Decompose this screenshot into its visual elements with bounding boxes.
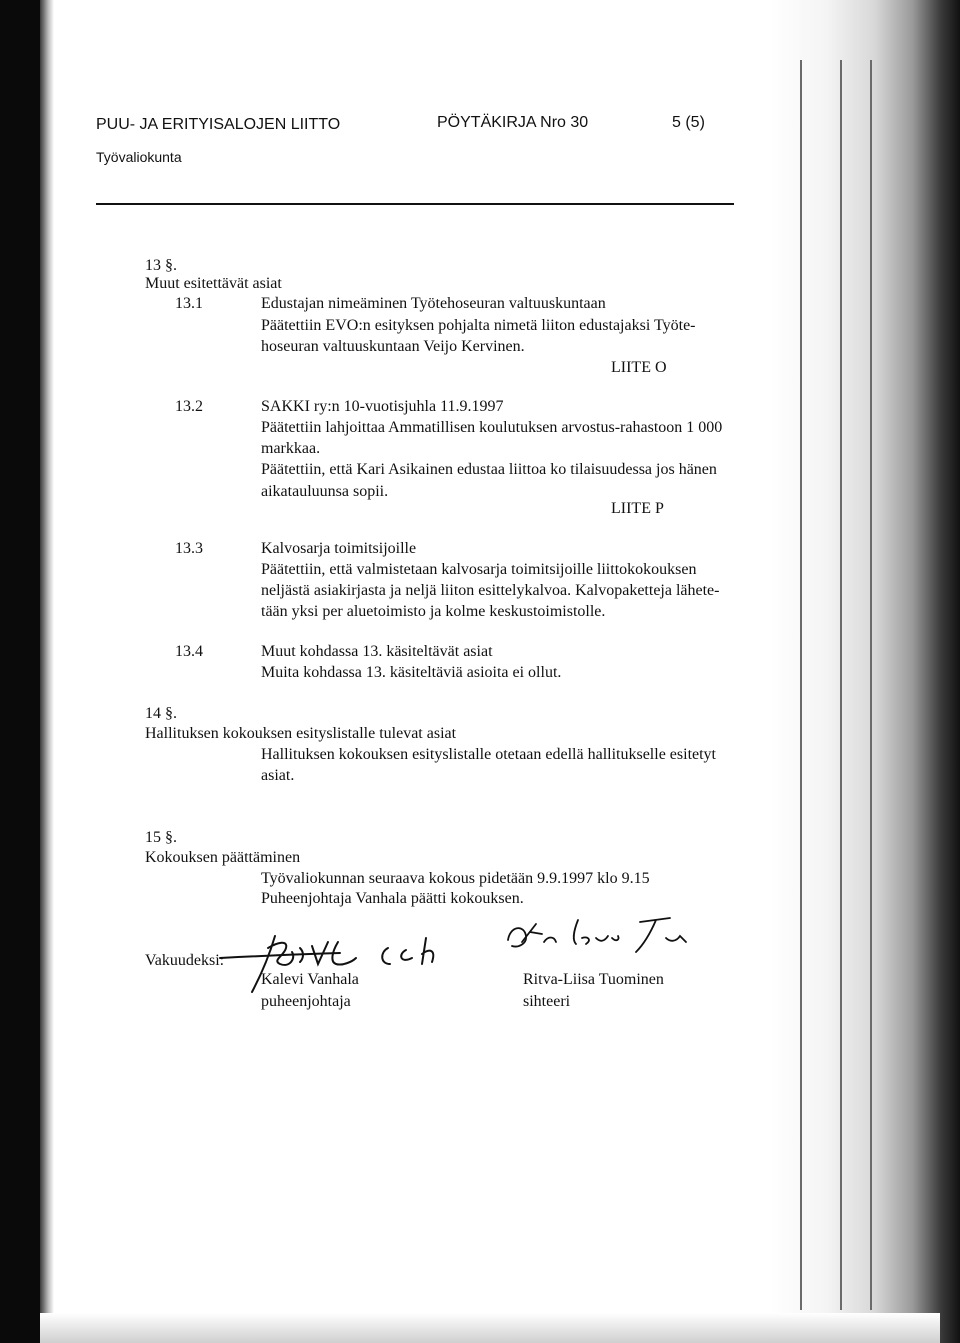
header-rule — [96, 203, 734, 205]
scan-left-border — [0, 0, 40, 1343]
signer-1-role: puheenjohtaja — [261, 993, 351, 1010]
section-13-title: Muut esitettävät asiat — [145, 275, 282, 292]
item-13-1-line: Päätettiin EVO:n esityksen pohjalta nimetä liiton edustajaksi Työte- — [261, 317, 696, 334]
item-13-1-line: hoseuran valtuuskuntaan Veijo Kervinen. — [261, 338, 525, 355]
section-14-line: Hallituksen kokouksen esityslistalle otetaan edellä hallitukselle esitetyt — [261, 746, 716, 763]
section-14-title: Hallituksen kokouksen esityslistalle tulevat asiat — [145, 725, 457, 742]
item-13-3-title: Kalvosarja toimitsijoille — [261, 540, 417, 557]
item-13-1-attachment: LIITE O — [611, 359, 667, 376]
scan-right-edge — [770, 0, 960, 1343]
item-13-2-line: markkaa. — [261, 440, 321, 457]
section-15-title: Kokouksen päättäminen — [145, 849, 301, 866]
item-13-1-title: Edustajan nimeäminen Työtehoseuran valtuuskuntaan — [261, 295, 606, 312]
header-doc-number: PÖYTÄKIRJA Nro 30 — [437, 114, 589, 131]
section-14-number: 14 §. — [145, 705, 177, 722]
item-13-3-line: Päätettiin, että valmistetaan kalvosarja toimitsijoille liittokokouksen — [261, 561, 697, 578]
page-edge-line — [800, 60, 802, 1310]
signature-label: Vakuudeksi: — [145, 952, 225, 969]
item-13-4-number: 13.4 — [175, 643, 203, 660]
signer-2-role: sihteeri — [523, 993, 571, 1010]
scan-bottom-shadow — [40, 1313, 940, 1343]
item-13-2-line: Päätettiin, että Kari Asikainen edustaa liittoa ko tilaisuudessa jos hänen — [261, 461, 717, 478]
header-committee: Työvaliokunta — [96, 149, 182, 165]
item-13-4-line: Muita kohdassa 13. käsiteltäviä asioita ei ollut. — [261, 664, 562, 681]
signer-1-name: Kalevi Vanhala — [261, 971, 359, 988]
item-13-2-attachment: LIITE P — [611, 500, 664, 517]
header-page-number: 5 (5) — [672, 114, 705, 131]
item-13-2-line: aikatauluunsa sopii. — [261, 483, 389, 500]
item-13-4-title: Muut kohdassa 13. käsiteltävät asiat — [261, 643, 493, 660]
page-edge-line — [840, 60, 842, 1310]
item-13-1-number: 13.1 — [175, 295, 203, 312]
section-14-line: asiat. — [261, 767, 295, 784]
section-15-line: Työvaliokunnan seuraava kokous pidetään 9.9.1997 klo 9.15 — [261, 870, 650, 887]
item-13-2-number: 13.2 — [175, 398, 203, 415]
header-org: PUU- JA ERITYISALOJEN LIITTO — [96, 116, 341, 133]
item-13-3-line: neljästä asiakirjasta ja neljä liiton esittelykalvoa. Kalvopaketteja lähete- — [261, 582, 720, 599]
section-13-number: 13 §. — [145, 257, 177, 274]
signature-ritva-liisa-tuominen — [500, 912, 690, 967]
item-13-3-number: 13.3 — [175, 540, 203, 557]
signer-2-name: Ritva-Liisa Tuominen — [523, 971, 664, 988]
item-13-2-title: SAKKI ry:n 10-vuotisjuhla 11.9.1997 — [261, 398, 504, 415]
item-13-2-line: Päätettiin lahjoittaa Ammatillisen koulutuksen arvostus-rahastoon 1 000 — [261, 419, 723, 436]
page-edge-line — [870, 60, 872, 1310]
section-15-line: Puheenjohtaja Vanhala päätti kokouksen. — [261, 890, 524, 907]
item-13-3-line: tään yksi per aluetoimisto ja kolme keskustoimistolle. — [261, 603, 606, 620]
section-15-number: 15 §. — [145, 829, 177, 846]
